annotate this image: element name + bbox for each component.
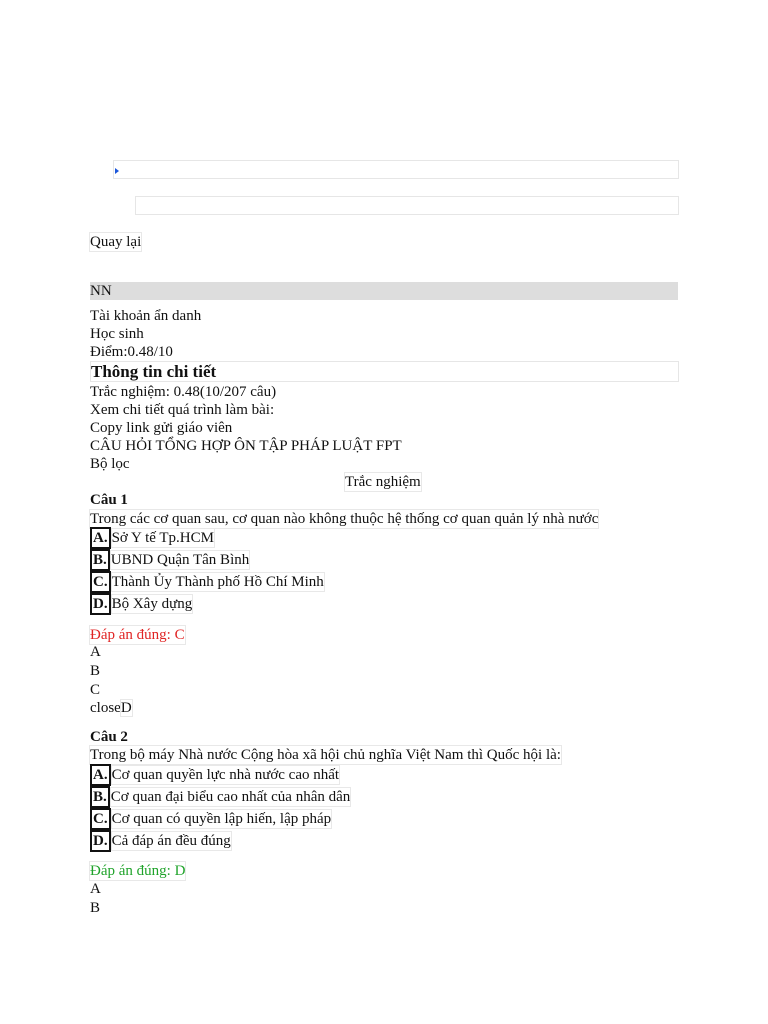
option-b[interactable] — [90, 786, 350, 808]
user-role: Học sinh — [90, 326, 144, 342]
option-c[interactable] — [90, 571, 324, 593]
detail-heading: Thông tin chi tiết — [91, 362, 217, 381]
tab-trac-nghiem[interactable]: Trắc nghiệm — [345, 474, 421, 490]
option-text: Cả đáp án đều đúng — [111, 833, 231, 849]
top-progress-bar[interactable] — [113, 160, 679, 179]
option-letter: C. — [90, 808, 111, 830]
play-arrow-icon — [115, 168, 119, 174]
choice-b[interactable]: B — [90, 663, 101, 679]
option-text: Cơ quan đại biểu cao nhất của nhân dân — [110, 789, 351, 805]
back-link[interactable]: Quay lại — [90, 234, 142, 250]
option-letter: B. — [90, 549, 110, 571]
option-a[interactable] — [90, 527, 214, 549]
option-letter: D. — [90, 593, 111, 615]
choice-a[interactable]: A — [90, 881, 101, 897]
question-title: Câu 2 — [90, 729, 128, 745]
option-text: Bộ Xây dựng — [111, 596, 193, 612]
question-text: Trong các cơ quan sau, cơ quan nào không thuộc hệ thống cơ quan quản lý nhà nước — [90, 511, 599, 527]
option-text: UBND Quận Tân Bình — [110, 552, 250, 568]
account-name: Tài khoản ẩn danh — [90, 308, 202, 324]
option-letter: A. — [90, 764, 111, 786]
user-initials: NN — [90, 283, 112, 299]
score-text: Điểm:0.48/10 — [90, 344, 173, 360]
choice-a[interactable]: A — [90, 644, 101, 660]
option-b[interactable] — [90, 549, 249, 571]
user-avatar-bar — [90, 282, 678, 300]
detail-header — [90, 361, 679, 382]
choice-b[interactable]: B — [90, 900, 101, 916]
question-title: Câu 1 — [90, 492, 128, 508]
option-text: Cơ quan có quyền lập hiến, lập pháp — [111, 811, 332, 827]
option-d[interactable] — [90, 593, 192, 615]
correct-answer: Đáp án đúng: D — [90, 863, 186, 879]
option-letter: B. — [90, 786, 110, 808]
choice-d-row[interactable] — [90, 699, 132, 717]
option-letter: A. — [90, 527, 111, 549]
secondary-bar[interactable] — [135, 196, 679, 215]
choice-c[interactable]: C — [90, 682, 101, 698]
option-text: Thành Ủy Thành phố Hồ Chí Minh — [111, 574, 324, 590]
option-letter: C. — [90, 571, 111, 593]
exam-title: CÂU HỎI TỔNG HỢP ÔN TẬP PHÁP LUẬT FPT — [90, 438, 402, 454]
filter-label[interactable]: Bộ lọc — [90, 456, 130, 472]
quiz-summary: Trắc nghiệm: 0.48(10/207 câu) — [90, 384, 277, 400]
question-text: Trong bộ máy Nhà nước Cộng hòa xã hội chủ nghĩa Việt Nam thì Quốc hội là: — [90, 747, 561, 763]
option-text: Cơ quan quyền lực nhà nước cao nhất — [111, 767, 340, 783]
view-process-link[interactable]: Xem chi tiết quá trình làm bài: — [90, 402, 275, 418]
choice-d: D — [120, 700, 132, 716]
option-d[interactable] — [90, 830, 231, 852]
correct-answer: Đáp án đúng: C — [90, 627, 185, 643]
option-c[interactable] — [90, 808, 331, 830]
option-a[interactable] — [90, 764, 339, 786]
option-text: Sở Y tế Tp.HCM — [111, 530, 214, 546]
option-letter: D. — [90, 830, 111, 852]
copy-link-button[interactable]: Copy link gửi giáo viên — [90, 420, 233, 436]
close-icon: close — [90, 700, 121, 716]
